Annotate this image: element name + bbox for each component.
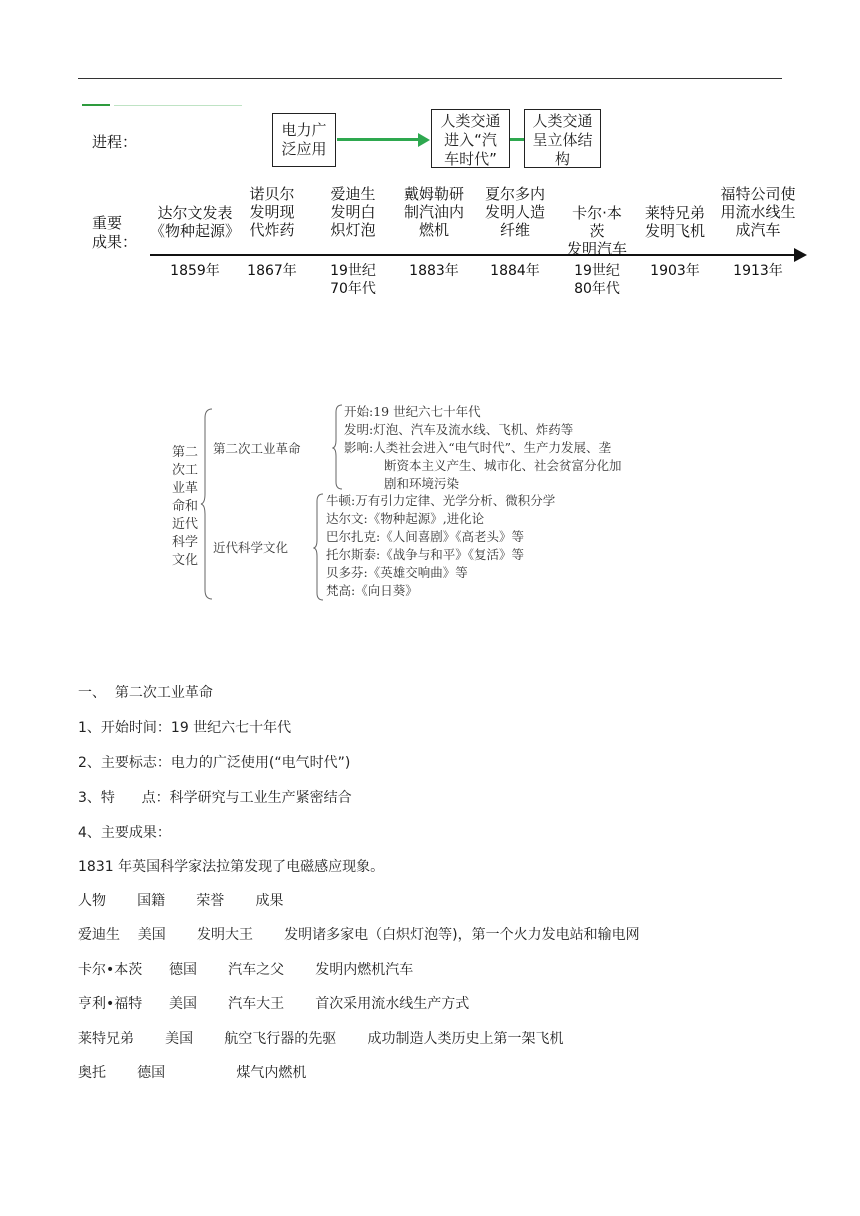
mindmap-branch-culture: 近代科学文化 <box>213 540 289 555</box>
achievement-line: 制汽油内 <box>403 203 464 221</box>
year-line: 19世纪 <box>330 263 376 279</box>
achievement-line: 夏尔多内 <box>484 185 545 203</box>
section-marker <box>82 104 110 106</box>
text-line: 1、开始时间：19 世纪六七十年代 <box>78 720 292 736</box>
table-header-row: 人物 国籍 荣誉 成果 <box>78 893 284 909</box>
branch-brace <box>332 404 344 490</box>
stage-box-line: 进入“汽 <box>444 131 497 149</box>
achievement-line: 《物种起源》 <box>149 222 240 240</box>
achievement-line: 达尔文发表 <box>157 204 233 222</box>
section-marker-line <box>114 105 242 106</box>
year-line: 1859年 <box>170 263 220 279</box>
stage-arrow-head <box>418 133 430 147</box>
achievement-line: 福特公司使 <box>720 185 796 203</box>
achievement-line: 发明汽车 <box>566 240 627 258</box>
year-line: 70年代 <box>330 281 376 297</box>
achievement-line: 卡尔·本 <box>572 204 622 222</box>
achievement-line: 戴姆勒研 <box>403 185 464 203</box>
table-row: 莱特兄弟 美国 航空飞行器的先驱 成功制造人类历史上第一架飞机 <box>78 1031 564 1047</box>
timeline-axis-arrow <box>794 248 807 262</box>
stage-box-3d-transport <box>524 109 601 168</box>
table-row: 亨利•福特 美国 汽车大王 首次采用流水线生产方式 <box>78 996 470 1012</box>
year-line: 80年代 <box>574 281 620 297</box>
year-label <box>232 262 312 280</box>
text-line: 3、特 点：科学研究与工业生产紧密结合 <box>78 790 352 806</box>
stage-box-car-era <box>431 109 510 168</box>
process-label: 进程： <box>92 133 138 151</box>
mindmap-item: 达尔文:《物种起源》,进化论 <box>326 511 485 526</box>
stage-box-line: 泛应用 <box>281 140 327 158</box>
achievement-line: 诺贝尔 <box>249 185 295 203</box>
year-label <box>557 262 637 298</box>
year-line: 1883年 <box>409 263 459 279</box>
achievement-line: 纤维 <box>499 221 530 239</box>
year-line: 1867年 <box>247 263 297 279</box>
text-line: 4、主要成果： <box>78 825 171 841</box>
year-label <box>475 262 555 280</box>
stage-box-electric <box>272 113 336 167</box>
text-line: 2、主要标志：电力的广泛使用(“电气时代”) <box>78 755 351 771</box>
achievement-line: 炽灯泡 <box>330 221 376 239</box>
mindmap-item: 托尔斯泰:《战争与和平》《复活》等 <box>326 547 524 562</box>
stage-arrow <box>337 138 419 141</box>
mindmap-item: 发明:灯泡、汽车及流水线、飞机、炸药等 <box>344 422 574 437</box>
mindmap-item: 梵高:《向日葵》 <box>326 583 418 598</box>
achievement-line: 发明人造 <box>484 203 545 221</box>
mindmap-item: 贝多芬:《英雄交响曲》等 <box>326 565 468 580</box>
header-rule <box>78 78 782 79</box>
achievement-line: 燃机 <box>418 221 449 239</box>
stage-box-line: 呈立体结 <box>532 131 593 149</box>
achievement-line: 成汽车 <box>735 221 781 239</box>
year-label <box>718 262 798 280</box>
achievement-line: 莱特兄弟 <box>644 204 705 222</box>
mindmap-item: 开始:19 世纪六七十年代 <box>344 404 481 419</box>
stage-box-line: 车时代” <box>444 150 497 168</box>
achievement-line: 发明现 <box>249 203 295 221</box>
stage-box-line: 构 <box>554 150 570 168</box>
results-label-line1: 重要 <box>92 214 123 232</box>
year-label <box>313 262 393 298</box>
text-line: 1831 年英国科学家法拉第发现了电磁感应现象。 <box>78 859 385 875</box>
mindmap-item: 断资本主义产生、城市化、社会贫富分化加 <box>384 458 622 473</box>
timeline-axis <box>150 254 796 256</box>
achievement-wright <box>627 204 723 240</box>
root-brace <box>200 408 214 600</box>
mindmap-item: 巴尔扎克:《人间喜剧》《高老头》等 <box>326 529 524 544</box>
achievement-line: 爱迪生 <box>330 185 376 203</box>
mindmap-item: 剧和环境污染 <box>384 476 460 491</box>
stage-box-line: 人类交通 <box>532 112 593 130</box>
year-label <box>394 262 474 280</box>
stage-connector <box>510 138 524 141</box>
mindmap-branch-industrial: 第二次工业革命 <box>213 441 301 456</box>
stage-box-line: 电力广 <box>281 121 327 139</box>
year-line: 19世纪 <box>574 263 620 279</box>
achievement-line: 发明白 <box>330 203 376 221</box>
achievement-line: 发明飞机 <box>644 222 705 240</box>
achievement-line: 茨 <box>589 222 605 240</box>
year-line: 1884年 <box>490 263 540 279</box>
mindmap-item: 影响:人类社会进入“电气时代”、生产力发展、垄 <box>344 440 611 455</box>
year-label <box>635 262 715 280</box>
mindmap-root: 第二次工业革命和近代科学文化 <box>171 445 198 568</box>
stage-box-line: 人类交通 <box>440 112 501 130</box>
table-row: 奥托 德国 煤气内燃机 <box>78 1065 307 1081</box>
achievement-line: 代炸药 <box>249 221 295 239</box>
section-heading: 一、 第二次工业革命 <box>78 685 213 701</box>
branch-brace <box>313 493 325 601</box>
year-line: 1903年 <box>650 263 700 279</box>
mindmap-item: 牛顿:万有引力定律、光学分析、微积分学 <box>326 493 556 508</box>
year-line: 1913年 <box>733 263 783 279</box>
table-row: 爱迪生 美国 发明大王 发明诸多家电（白炽灯泡等)，第一个火力发电站和输电网 <box>78 927 640 943</box>
results-label-line2: 成果： <box>92 233 138 251</box>
table-row: 卡尔•本茨 德国 汽车之父 发明内燃机汽车 <box>78 962 414 978</box>
year-label <box>155 262 235 280</box>
achievement-line: 用流水线生 <box>720 203 796 221</box>
achievement-ford <box>710 185 806 239</box>
